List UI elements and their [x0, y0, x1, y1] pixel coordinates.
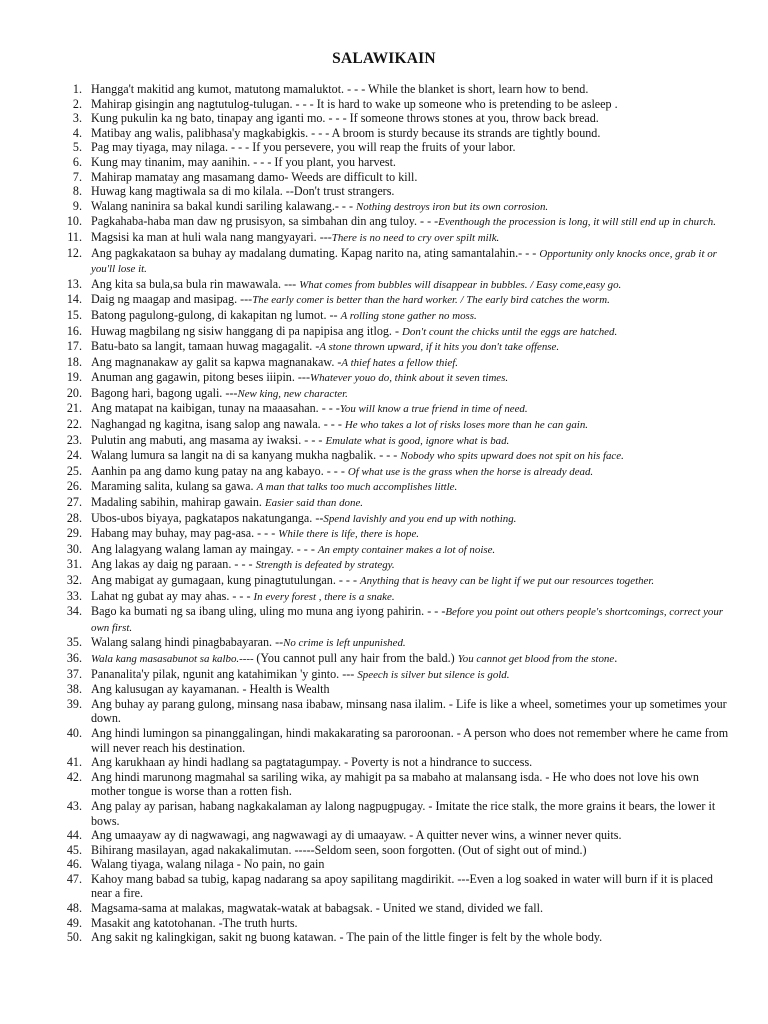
proverb-item: [60, 464, 732, 480]
proverb-text: Ang karukhaan ay hindi hadlang sa pagtatagumpay. - Poverty is not a hindrance to success.: [91, 755, 533, 770]
proverb-translation: Don't count the chicks until the eggs are hatched.: [402, 325, 618, 338]
proverb-text: Huwag magbilang ng sisiw hanggang di pa napipisa ang itlog. -: [91, 323, 403, 338]
item-number: 8.: [72, 184, 82, 199]
proverb-text: Batong pagulong-gulong, di kakapitan ng lumot. --: [91, 307, 341, 322]
proverb-text: Huwag kang magtiwala sa di mo kilala. --Don't trust strangers.: [91, 184, 395, 199]
proverb-item: [60, 355, 732, 371]
proverb-item: [60, 184, 732, 199]
proverb-item: [60, 635, 732, 651]
item-number: 35.: [66, 635, 82, 650]
proverb-translation: Opportunity only knocks once, grab it or you'll lose it.: [91, 247, 717, 276]
proverb-item: [60, 401, 732, 417]
proverb-text: Bihirang masilayan, agad nakakalimutan. -----Seldom seen, soon forgotten. (Out of sight out of mind.): [91, 842, 587, 857]
proverb-item: [60, 799, 732, 828]
item-number: 10.: [66, 214, 82, 229]
proverb-translation: Anything that is heavy can be light if we put our resources together.: [360, 575, 655, 587]
proverb-item: [60, 770, 732, 799]
item-number: 43.: [66, 798, 82, 813]
proverb-text: Aanhin pa ang damo kung patay na ang kabayo. - - -: [91, 463, 348, 478]
proverb-translation: Eventhough the procession is long, it will still end up in church.: [438, 216, 716, 229]
proverb-end: .: [614, 650, 618, 665]
proverb-text: Magsisi ka man at huli wala nang mangyayari. ---: [91, 229, 332, 244]
proverb-text: Pagkahaba-haba man daw ng prusisyon, sa simbahan din ang tuloy. - - -: [91, 214, 439, 229]
item-number: 7.: [72, 169, 82, 184]
item-number: 20.: [66, 385, 82, 400]
proverb-item: [60, 277, 732, 293]
proverb-translation: Whatever youo do, think about it seven times.: [310, 372, 509, 385]
proverb-text: Ang umaayaw ay di nagwawagi, ang nagwawagi ay di umaayaw. - A quitter never wins, a winner never quits.: [91, 828, 622, 843]
proverb-item: [60, 292, 732, 308]
item-number: 48.: [66, 901, 82, 916]
proverb-translation: There is no need to cry over spilt milk.: [331, 231, 500, 244]
proverb-text: Mahirap gisingin ang nagtutulog-tulugan. - - - It is hard to wake up someone who is pretending to be asleep .: [91, 96, 618, 111]
item-number: 2.: [72, 96, 82, 111]
item-number: 3.: [72, 111, 82, 126]
proverb-text: Walang tiyaga, walang nilaga - No pain, no gain: [91, 857, 325, 872]
proverb-text: Madaling sabihin, mahirap gawain.: [91, 495, 265, 510]
proverb-text: Ang buhay ay parang gulong, minsang nasa ibabaw, minsang nasa ilalim. - Life is like a wheel, sometimes your up sometimes your down.: [91, 696, 727, 726]
item-number: 37.: [66, 666, 82, 681]
proverb-item: [60, 916, 732, 931]
proverb-text: Kahoy mang babad sa tubig, kapag nadarang sa apoy sapilitang magdirikit. ---Even a log soaked in water will burn if it is placed near a fire.: [91, 871, 713, 901]
proverb-item: [60, 97, 732, 112]
proverb-text: Ang hindi marunong magmahal sa sariling wika, ay mahigit pa sa mabaho at malansang isda. - He who does not love his own mother tongue is worse than a rotten fish.: [91, 769, 699, 799]
proverb-item: [60, 308, 732, 324]
proverb-item: [60, 479, 732, 495]
proverb-item: [60, 542, 732, 558]
proverb-item: [60, 755, 732, 770]
proverb-translation: A man that talks too much accomplishes little.: [256, 481, 458, 494]
proverb-text: Hangga't makitid ang kumot, matutong mamaluktot. - - - While the blanket is short, learn how to bend.: [91, 82, 589, 96]
item-number: 12.: [66, 245, 82, 260]
proverb-item: [60, 170, 732, 185]
item-number: 41.: [66, 755, 82, 770]
proverb-item: [60, 697, 732, 726]
item-number: 18.: [66, 354, 82, 369]
item-number: 6.: [72, 154, 82, 169]
item-number: 14.: [66, 292, 82, 307]
item-number: 46.: [66, 857, 82, 872]
proverb-item: [60, 433, 732, 449]
proverb-item: [60, 901, 732, 916]
proverb-text: Ang lakas ay daig ng paraan. - - -: [91, 557, 256, 572]
proverb-item: [60, 386, 732, 402]
item-number: 45.: [66, 842, 82, 857]
proverb-text: Kung may tinanim, may aanihin. - - - If you plant, you harvest.: [91, 154, 396, 169]
proverb-text: Walang lumura sa langit na di sa kanyang mukha nagbalik. - - -: [91, 448, 401, 463]
proverb-item: [60, 370, 732, 386]
proverb-translation: A stone thrown upward, if it hits you don't take offense.: [319, 341, 560, 354]
proverb-item: [60, 140, 732, 155]
proverb-text: Walang salang hindi pinagbabayaran. --: [91, 635, 284, 650]
item-number: 22.: [66, 417, 82, 432]
proverb-item: [60, 324, 732, 340]
proverb-item: [60, 857, 732, 872]
item-number: 39.: [66, 696, 82, 711]
item-number: 29.: [66, 526, 82, 541]
proverb-text: Masakit ang katotohanan. -The truth hurts.: [91, 915, 298, 930]
proverb-text: Ang sakit ng kalingkigan, sakit ng buong katawan. - The pain of the little finger is felt by the whole body.: [91, 930, 603, 945]
proverb-text: Ang magnanakaw ay galit sa kapwa magnanakaw. -: [91, 354, 342, 369]
proverb-item: [60, 589, 732, 605]
proverb-item: [60, 651, 732, 667]
item-number: 34.: [66, 604, 82, 619]
item-number: 4.: [72, 125, 82, 140]
proverb-item: [60, 573, 732, 589]
proverb-text: Lahat ng gubat ay may ahas. - - -: [91, 588, 254, 603]
proverb-text: Naghangad ng kagitna, isang salop ang nawala. - - -: [91, 417, 345, 432]
proverb-text: Ang pagkakataon sa buhay ay madalang dumating. Kapag narito na, ating samantalahin.- - -: [91, 245, 540, 260]
proverb-text: Magsama-sama at malakas, magwatak-watak at babagsak. - United we stand, divided we fall.: [91, 901, 544, 916]
proverb-text: Mahirap mamatay ang masamang damo- Weeds are difficult to kill.: [91, 169, 418, 184]
item-number: 25.: [66, 463, 82, 478]
proverb-text: Ubos-ubos biyaya, pagkatapos nakatunganga. --: [91, 510, 324, 525]
proverb-translation: (You cannot pull any hair from the bald.): [256, 650, 458, 665]
proverb-translation: Spend lavishly and you end up with nothing.: [323, 512, 517, 525]
proverb-item: [60, 111, 732, 126]
proverb-text: Anuman ang gagawin, pitong beses iiipin. ---: [91, 370, 310, 385]
proverb-item: [60, 214, 732, 230]
proverb-text: Habang may buhay, may pag-asa. - - -: [91, 526, 279, 541]
proverb-text: Ang hindi lumingon sa pinanggalingan, hindi makakarating sa paroroonan. - A person who does not remember where he came from will never reach his destination.: [91, 725, 729, 755]
page-title: SALAWIKAIN: [332, 50, 436, 67]
proverb-text: Pananalita'y pilak, ngunit ang katahimikan 'y ginto. ---: [91, 666, 358, 681]
item-number: 42.: [66, 769, 82, 784]
proverb-text: Ang matapat na kaibigan, tunay na maaasahan. - - -: [91, 401, 340, 416]
proverb-item: [60, 526, 732, 542]
proverb-item: [60, 246, 732, 277]
proverb-text: Ang mabigat ay gumagaan, kung pinagtutulungan. - - -: [91, 573, 361, 587]
proverb-text: Ang kita sa bula,sa bula rin mawawala. ---: [91, 276, 300, 291]
item-number: 21.: [66, 401, 82, 416]
proverb-list: [60, 82, 732, 945]
proverb-text: Wala kang masasabunot sa kalbo.----: [91, 652, 257, 665]
proverb-text: Pag may tiyaga, may nilaga. - - - If you persevere, you will reap the fruits of your labor.: [91, 140, 516, 155]
proverb-item: [60, 872, 732, 901]
proverb-item: [60, 511, 732, 527]
proverb-translation: Of what use is the grass when the horse is already dead.: [347, 465, 594, 478]
item-number: 49.: [66, 915, 82, 930]
item-number: 16.: [66, 323, 82, 338]
item-number: 38.: [66, 682, 82, 697]
item-number: 24.: [66, 448, 82, 463]
proverb-text: Ang kalusugan ay kayamanan. - Health is Wealth: [91, 682, 330, 697]
proverb-translation: An empty container makes a lot of noise.: [317, 543, 496, 556]
item-number: 13.: [66, 276, 82, 291]
proverb-text: Walang naninira sa bakal kundi sariling kalawang.- - -: [91, 198, 356, 213]
item-number: 32.: [66, 573, 82, 587]
item-number: 17.: [66, 339, 82, 354]
proverb-translation: You will know a true friend in time of need.: [339, 403, 528, 416]
proverb-translation: A thief hates a fellow thief.: [341, 356, 458, 369]
proverb-item: [60, 495, 732, 511]
proverb-translation: While there is life, there is hope.: [278, 528, 420, 541]
proverb-text: Bago ka bumati ng sa ibang uling, uling mo muna ang iyong pahirin. - - -: [91, 604, 446, 619]
proverb-item: [60, 155, 732, 170]
proverb-text: Daig ng maagap and masipag. ---: [91, 292, 253, 307]
proverb-item: [60, 82, 732, 97]
proverb-text: Maraming salita, kulang sa gawa.: [91, 479, 257, 494]
proverb-translation: A rolling stone gather no moss.: [340, 309, 477, 322]
proverb-item: [60, 682, 732, 697]
proverb-translation: Before you point out others people's shortcomings, correct your own first.: [91, 606, 724, 634]
proverb-translation: He who takes a lot of risks loses more than he can gain.: [344, 419, 588, 432]
proverb-translation: You cannot get blood from the stone: [457, 652, 615, 665]
proverb-text: Ang palay ay parisan, habang nagkakalaman ay lalong nagpugpugay. - Imitate the rice stalk, the more grains it bears, the lower it bows.: [91, 798, 716, 828]
item-number: 1.: [72, 82, 82, 96]
proverb-item: [60, 726, 732, 755]
proverb-translation: Nobody who spits upward does not spit on his face.: [400, 450, 624, 463]
proverb-item: [60, 604, 732, 635]
proverb-item: [60, 843, 732, 858]
item-number: 44.: [66, 828, 82, 843]
item-number: 27.: [66, 495, 82, 510]
proverb-translation: New king, new character.: [237, 387, 348, 400]
item-number: 23.: [66, 432, 82, 447]
proverb-translation: Emulate what is good, ignore what is bad.: [325, 434, 510, 447]
proverb-item: [60, 339, 732, 355]
proverb-item: [60, 557, 732, 573]
proverb-translation: Nothing destroys iron but its own corrosion.: [356, 200, 549, 213]
item-number: 11.: [67, 229, 82, 244]
proverb-translation: What comes from bubbles will disappear in bubbles. / Easy come,easy go.: [299, 278, 622, 291]
proverb-text: Ang lalagyang walang laman ay maingay. - - -: [91, 541, 318, 556]
item-number: 5.: [72, 140, 82, 155]
item-number: 19.: [66, 370, 82, 385]
proverb-translation: In every forest , there is a snake.: [253, 590, 395, 603]
proverb-text: Kung pukulin ka ng bato, tinapay ang iganti mo. - - - If someone throws stones at you, throw back bread.: [91, 111, 599, 126]
item-number: 15.: [66, 307, 82, 322]
proverb-translation: No crime is left unpunished.: [283, 637, 406, 650]
item-number: 28.: [66, 510, 82, 525]
proverb-item: [60, 199, 732, 215]
proverb-item: [60, 230, 732, 246]
item-number: 47.: [66, 871, 82, 886]
item-number: 36.: [66, 650, 82, 665]
proverb-translation: Speech is silver but silence is gold.: [357, 668, 510, 681]
item-number: 50.: [66, 930, 82, 945]
item-number: 31.: [66, 557, 82, 572]
proverb-text: Batu-bato sa langit, tamaan huwag magagalit. -: [91, 339, 320, 354]
item-number: 40.: [66, 725, 82, 740]
proverb-translation: Strength is defeated by strategy.: [255, 559, 395, 572]
proverb-item: [60, 417, 732, 433]
proverb-item: [60, 448, 732, 464]
proverb-text: Bagong hari, bagong ugali. ---: [91, 385, 238, 400]
item-number: 9.: [72, 198, 82, 213]
item-number: 26.: [66, 479, 82, 494]
item-number: 30.: [66, 541, 82, 556]
proverb-item: [60, 126, 732, 141]
item-number: 33.: [66, 588, 82, 603]
proverb-translation: Easier said than done.: [264, 497, 363, 510]
proverb-item: [60, 930, 732, 945]
proverb-item: [60, 667, 732, 683]
proverb-text: Pulutin ang mabuti, ang masama ay iwaksi. - - -: [91, 432, 326, 447]
proverb-item: [60, 828, 732, 843]
proverb-text: Matibay ang walis, palibhasa'y magkabigkis. - - - A broom is sturdy because its strands are tightly bound.: [91, 125, 601, 140]
proverb-translation: The early comer is better than the hard worker. / The early bird catches the worm.: [252, 294, 610, 307]
